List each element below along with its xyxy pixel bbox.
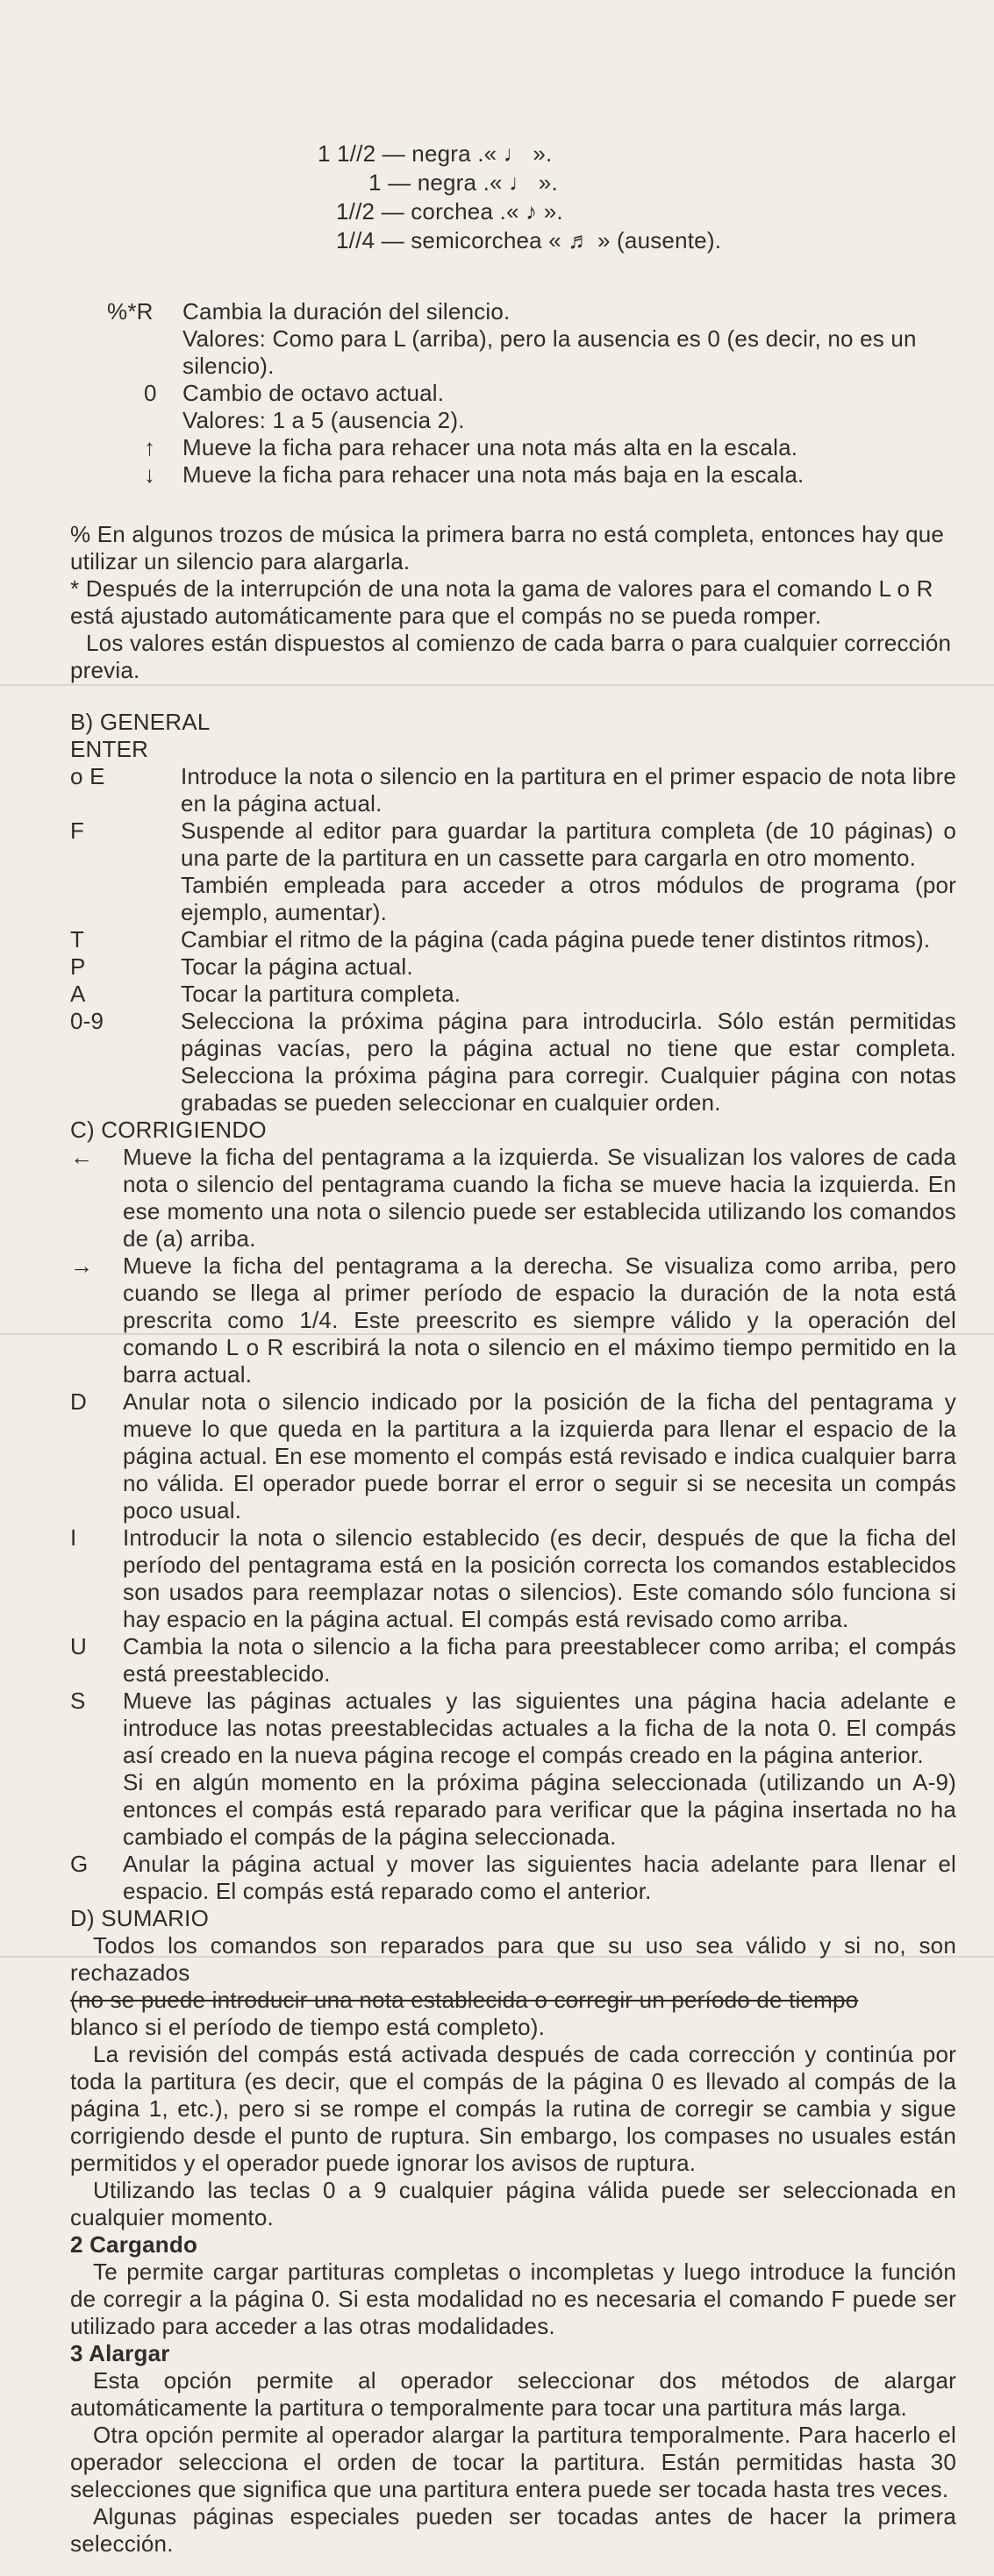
command-desc: Introducir la nota o silencio establecido (es decir, después de que la ficha del período del pentagrama está en la posición correcta los comandos establecidos son usados para reemplazar notas o silencios). Este comando sólo funciona si hay espacio en la página actual. El compás está revisado como arriba.	[123, 1524, 956, 1632]
load-paragraph: Te permite cargar partituras completas o incompletas y luego introduce la función de corregir a la página 0. Si esta modalidad no es necesaria el comando F puede ser utilizado para acceder a las otras modalidades.	[70, 2258, 956, 2339]
command-key: 0-9	[70, 1008, 104, 1034]
arrow-down-icon: ↓	[144, 461, 156, 488]
command-desc: Tocar la página actual.	[181, 953, 413, 980]
command-key: T	[70, 926, 85, 953]
summary-paragraph: Todos los comandos son reparados para que su uso sea válido y si no, son rechazados	[70, 1932, 956, 1986]
command-desc: También empleada para acceder a otros módulos de programa (por ejemplo, aumentar).	[181, 872, 956, 925]
correct-item	[70, 1688, 956, 1851]
arrow-left-icon: ←	[70, 1144, 94, 1170]
general-item	[70, 926, 956, 953]
general-item	[70, 763, 956, 817]
note-value-text: 1//4 — semicorchea «	[336, 227, 561, 253]
command-key: S	[70, 1688, 86, 1714]
command-key: 0	[144, 380, 157, 406]
correct-item	[70, 1524, 956, 1633]
sixteenth-note-icon: ♬	[568, 227, 591, 253]
general-item	[70, 1008, 956, 1117]
general-item	[70, 981, 956, 1008]
note-value-close: » (ausente).	[597, 227, 722, 253]
note-value-text: 1 1//2 — negra .«	[318, 140, 497, 167]
command-desc: Valores: Como para L (arriba), pero la ausencia es 0 (es decir, no es un silencio).	[182, 325, 917, 379]
note-value-row	[0, 227, 994, 256]
arrow-right-icon: →	[70, 1252, 94, 1279]
command-desc: Anular la página actual y mover las siguientes hacia adelante para llenar el espacio. El compás está reparado como el anterior.	[123, 1851, 956, 1904]
section-general-title: B) GENERAL	[70, 709, 211, 735]
summary-paragraph: blanco si el período de tiempo está completo).	[70, 2014, 546, 2040]
section-load-title: 2 Cargando	[70, 2231, 198, 2258]
command-key: D	[70, 1388, 87, 1415]
extend-paragraph: Otra opción permite al operador alargar la partitura temporalmente. Para hacerlo el operador selecciona el orden de tocar la partitura. Están permitidas hasta 30 selecciones que significa que una partitura entera puede ser tocada hasta tres veces.	[70, 2422, 956, 2502]
command-desc: Mueve la ficha del pentagrama a la derecha. Se visualiza como arriba, pero cuando se llega al primer período de espacio la duración de la nota está prescrita como 1/4. Este preescrito es siempre válido y la operación del comando L o R escribirá la nota o silencio en el máximo tiempo permitido en la barra actual.	[123, 1252, 956, 1388]
footnotes	[70, 521, 956, 684]
section-extend-title: 3 Alargar	[70, 2340, 170, 2366]
eighth-note-icon: ♪	[526, 198, 538, 225]
command-desc: Introduce la nota o silencio en la partitura en el primer espacio de nota libre en la página actual.	[181, 763, 956, 817]
command-key: I	[70, 1524, 77, 1551]
note-value-row	[0, 169, 994, 198]
summary-paragraph-struck: (no se puede introducir una nota establecida o corregir un período de tiempo	[70, 1987, 859, 2013]
correct-item	[70, 1633, 956, 1688]
command-row	[132, 434, 948, 461]
command-desc: Selecciona la próxima página para introducirla. Sólo están permitidas páginas vacías, pero la página actual no tiene que estar completa. Selecciona la próxima página para corregir. Cualquier página con notas grabadas se pueden seleccionar en cualquier orden.	[181, 1008, 956, 1116]
command-row	[132, 461, 948, 489]
command-desc: Suspende al editor para guardar la partitura completa (de 10 páginas) o una parte de la partitura en un cassette para cargarla en otro momento.	[181, 817, 956, 871]
command-desc: Si en algún momento en la próxima página seleccionada (utilizando un A-9) entonces el compás está reparado para verificar que la página insertada no ha cambiado el compás de la página seleccionada.	[123, 1769, 956, 1850]
correct-item	[70, 1144, 956, 1252]
command-desc: Mueve la ficha del pentagrama a la izquierda. Se visualizan los valores de cada nota o silencio del pentagrama cuando la ficha se mueve hacia la izquierda. En ese momento una nota o silencio puede ser establecida utilizando los comandos de (a) arriba.	[123, 1144, 956, 1252]
note-value-text: 1//2 — corchea .«	[336, 198, 519, 225]
enter-key-label: ENTER	[70, 736, 149, 762]
correct-item	[70, 1252, 956, 1388]
command-key: F	[70, 817, 85, 844]
note-value-close: ».	[543, 198, 563, 225]
command-desc: Cambia la nota o silencio a la ficha para preestablecer como arriba; el compás está preestablecido.	[123, 1633, 956, 1687]
extend-paragraph: Esta opción permite al operador seleccionar dos métodos de alargar automáticamente la partitura o temporalmente para tocar una partitura más larga.	[70, 2367, 956, 2421]
section-summary-title: D) SUMARIO	[70, 1905, 209, 1931]
command-desc: Mueve la ficha para rehacer una nota más alta en la escala.	[182, 434, 798, 460]
section-correct-title: C) CORRIGIENDO	[70, 1117, 267, 1143]
footnote-values: Los valores están dispuestos al comienzo de cada barra o para cualquier corrección previa.	[70, 630, 952, 683]
correct-item	[70, 1851, 956, 1905]
command-row	[132, 380, 948, 434]
command-key: U	[70, 1633, 87, 1659]
command-desc: Cambia la duración del silencio.	[182, 298, 511, 325]
command-desc: Mueve las páginas actuales y las siguientes una página hacia adelante e introduce las notas preestablecidas actuales a la ficha de la nota 0. El compás así creado en la nueva página recoge el compás creado en la página anterior.	[123, 1688, 956, 1768]
correct-item	[70, 1388, 956, 1524]
footnote-percent: % En algunos trozos de música la primera barra no está completa, entonces hay que utilizar un silencio para alargarla.	[70, 521, 945, 574]
command-key: %*R	[107, 298, 154, 325]
main-body	[70, 709, 956, 2558]
quarter-note-icon: ♩	[503, 140, 526, 167]
silence-commands	[107, 298, 948, 489]
note-values-list	[0, 140, 994, 256]
command-desc: Mueve la ficha para rehacer una nota más baja en la escala.	[182, 461, 804, 488]
general-item	[70, 953, 956, 981]
note-value-close: ».	[538, 169, 558, 196]
command-desc: Cambio de octavo actual.	[182, 380, 445, 406]
note-value-row	[0, 198, 994, 227]
command-desc: Anular nota o silencio indicado por la posición de la ficha del pentagrama y mueve lo que queda en la partitura a la izquierda para llenar el espacio de la página actual. En ese momento el compás está revisado e indica cualquier barra no válida. El operador puede borrar el error o seguir si se necesita un compás poco usual.	[123, 1388, 956, 1523]
command-key: o E	[70, 763, 105, 789]
note-value-text: 1 — negra .«	[368, 169, 503, 196]
command-row	[107, 298, 948, 380]
footnote-asterisk: * Después de la interrupción de una nota la gama de valores para el comando L o R está ajustado automáticamente para que el compás no se pueda romper.	[70, 575, 933, 629]
extend-paragraph: Algunas páginas especiales pueden ser tocadas antes de hacer la primera selección.	[70, 2503, 956, 2557]
arrow-up-icon: ↑	[144, 434, 156, 460]
note-value-row	[0, 140, 994, 169]
command-key: P	[70, 953, 86, 980]
general-item	[70, 817, 956, 926]
summary-paragraph: La revisión del compás está activada después de cada corrección y continúa por toda la partitura (es decir, que el compás de la página 0 es llevado al compás de la página 1, etc.), pero si se rompe el compás la rutina de corregir se cambia y sigue corrigiendo desde el punto de ruptura. Sin embargo, los compases no usuales están permitidos y el operador puede ignorar los avisos de ruptura.	[70, 2041, 956, 2176]
quarter-note-icon: ♩	[509, 169, 533, 196]
command-desc: Valores: 1 a 5 (ausencia 2).	[182, 407, 465, 433]
note-value-close: ».	[533, 140, 553, 167]
command-desc: Tocar la partitura completa.	[181, 981, 461, 1007]
fold-line	[0, 684, 994, 686]
summary-paragraph: Utilizando las teclas 0 a 9 cualquier página válida puede ser seleccionada en cualquier momento.	[70, 2177, 956, 2230]
command-desc: Cambiar el ritmo de la página (cada página puede tener distintos ritmos).	[181, 926, 931, 953]
command-key: A	[70, 981, 86, 1007]
command-key: G	[70, 1851, 89, 1877]
